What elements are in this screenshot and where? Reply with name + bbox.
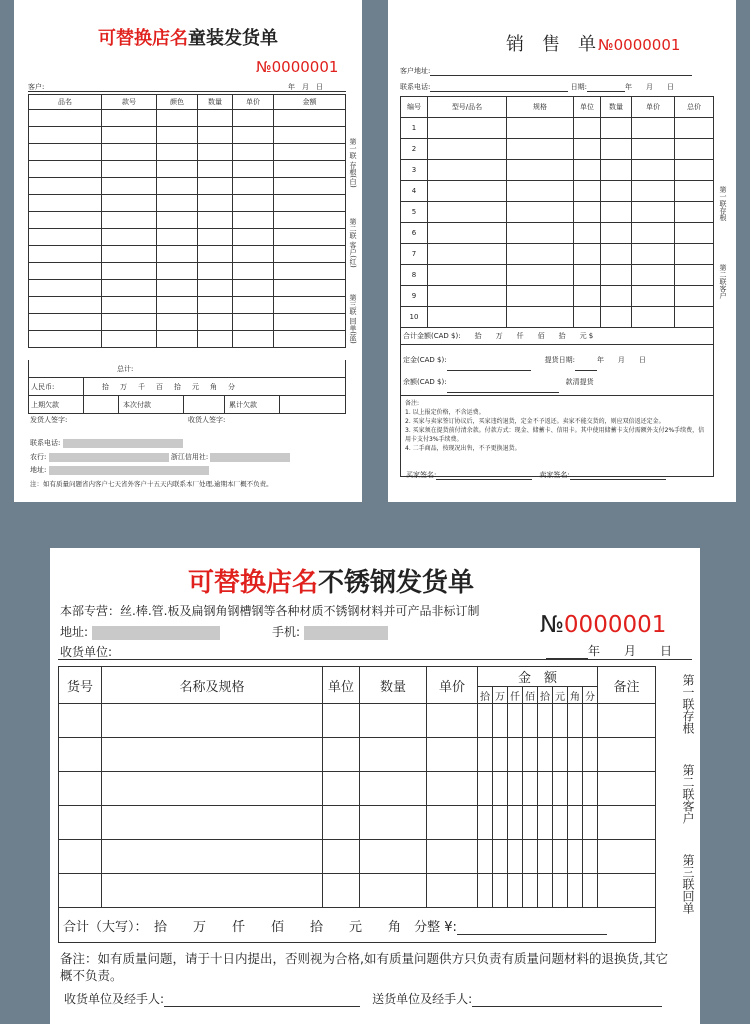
sheet1-customer-label: 客户: [28,83,45,91]
sheet3-copy3: 第三联回单 [681,854,695,914]
table-header-row [59,667,656,687]
sheet3-remark: 备注：如有质量问题，请于十日内提出，否则视为合格,如有质量问题供方只负责有质量问题材料的退换货,其它概不负责。 [60,951,668,983]
row-number: 10 [401,307,428,328]
sheet2-signatures: 买家签名: 卖家签名: [406,470,666,480]
sheet3-title: 可替换店名不锈钢发货单 [188,568,475,598]
row-number: 3 [401,160,428,181]
sheet3-mobile-row: 手机: [272,623,388,640]
sheet1-prev-owed: 上期欠款 [29,396,84,414]
table-row [29,280,346,297]
table-row [29,229,346,246]
col-header: 单位 [323,667,360,704]
col-header: 规格 [507,97,574,118]
table-row [59,772,656,806]
sheet2-remark-line: 4. 二手商品，按现况出售，不予更换退货。 [405,445,521,452]
col-header: 金额 [274,95,346,110]
sheet2-serial-number: №0000001 [598,36,681,54]
table-row [29,212,346,229]
sheet1-date-label: 年 月 日 [288,83,323,91]
sheet3-copy2: 第二联客户 [681,764,695,824]
sheet1-subtotal-label: 总计: [29,360,346,378]
table-row [401,202,714,223]
sheet2-phone-row: 联系电话: 日期: 年 月 日 [400,83,674,91]
amount-unit: 元 [553,687,568,704]
sheet3-serial-number: №0000001 [540,612,667,638]
table-row [401,307,714,328]
sheet2-remark-line: 1. 以上报定价格，不含运费。 [405,409,485,416]
sheet2-address-row: 客户地址: [400,66,692,76]
sheet2-remarks-block [401,396,714,477]
sheet2-balance-row: 余额(CAD $): 款清提货 [403,371,711,393]
sheet2-title: 销 售 单 [506,34,596,55]
table-row [29,297,346,314]
col-header: 货号 [59,667,102,704]
sheet1-copy1: 第一联 存根(白) [349,138,357,188]
amount-unit: 仟 [508,687,523,704]
sheet2-payment-block [401,345,714,396]
sheet2-remarks-title: 备注: [405,400,420,407]
col-header: 金 额 [478,667,598,687]
sheet2-remark-line: 2. 买家与卖家签订协议后，买家违约退货，定金不予返还。卖家不能交货的，则应双倍返还定金。 [405,418,665,425]
table-row [401,223,714,244]
col-header: 名称及规格 [102,667,323,704]
table-row [59,840,656,874]
table-header-row [29,95,346,110]
row-number: 8 [401,265,428,286]
table-row [29,110,346,127]
sheet3-copy1: 第一联存根 [681,674,695,734]
row-number: 4 [401,181,428,202]
sheet1-items-table [28,94,346,348]
amount-unit: 角 [568,687,583,704]
table-header-row [401,97,714,118]
sheet3-business: 本部专营：丝.棒.管.板及扁钢角钢槽钢等各种材质不锈钢材料并可产品非标订制 [60,604,480,618]
col-header: 数量 [601,97,632,118]
sheet2-remark-line: 3. 买家须在提货前付清余款。付款方式：现金、储蓄卡、信用卡。其中使用储蓄卡支付需额外支付2%手续费，信用卡支付3%手续费。 [405,427,705,443]
col-header: 单位 [574,97,601,118]
sheet3-items-table [58,666,656,943]
sheet2-deposit-row: 定金(CAD $): 提货日期: 年 月 日 [403,349,711,371]
row-number: 2 [401,139,428,160]
row-number: 6 [401,223,428,244]
amount-unit: 拾 [538,687,553,704]
table-row [29,263,346,280]
sheet2-copy1: 第一联存根 [719,186,727,221]
sheet1-total-owed: 累计欠款 [225,396,280,414]
table-row [401,181,714,202]
col-header: 单价 [233,95,274,110]
amount-unit: 万 [493,687,508,704]
sheet1-address: 地址: [30,465,209,475]
col-header: 数量 [198,95,233,110]
row-number: 5 [401,202,428,223]
sheet3-total-row: 合计（大写）： 拾 万 仟 佰 拾 元 角 分整 ¥: [59,908,656,943]
sheet1-rmb-units: 拾 万 千 百 拾 元 角 分 [84,378,346,396]
col-header: 型号/品名 [428,97,507,118]
table-row [401,139,714,160]
table-row [59,874,656,908]
stainless-steel-delivery-note [50,548,700,1024]
sheet1-receiver-sign: 收货人签字: [188,416,226,424]
sheet2-total-row: 合计金额(CAD $): 拾 万 仟 佰 拾 元 $ [401,328,714,345]
row-number: 1 [401,118,428,139]
sheet3-receiver-row: 收货单位: [60,645,113,659]
sheet1-sender-sign: 发货人签字: [30,416,68,424]
sheet1-rmb-label: 人民币: [29,378,84,396]
sheet1-copy2: 第二联 客户(红) [349,218,357,268]
table-row [29,127,346,144]
table-row [29,314,346,331]
amount-unit: 拾 [478,687,493,704]
col-header: 款号 [102,95,157,110]
col-header: 单价 [427,667,478,704]
table-row [29,246,346,263]
col-header: 编号 [401,97,428,118]
sheet3-signatures: 收货单位及经手人: 送货单位及经手人: [64,990,662,1007]
sheet1-this-paid: 本次付款 [119,396,184,414]
sheet1-copy3: 第三联 回单(蓝) [349,294,357,344]
table-row [401,244,714,265]
table-row [29,195,346,212]
table-row [59,704,656,738]
table-row [29,161,346,178]
sheet1-title: 可替换店名童装发货单 [98,28,278,49]
amount-unit: 分 [583,687,598,704]
table-row [401,286,714,307]
col-header: 颜色 [157,95,198,110]
sheet1-totals-table [28,360,346,414]
sales-slip [388,0,736,502]
table-row [29,331,346,348]
table-row [59,738,656,772]
row-number: 7 [401,244,428,265]
sheet3-address-row: 地址: [60,623,220,640]
col-header: 单价 [632,97,675,118]
sheet2-items-table [400,96,714,477]
sheet1-serial-number: №0000001 [256,58,339,76]
table-row [29,144,346,161]
table-row [401,160,714,181]
table-row [59,806,656,840]
childrens-clothing-delivery-note [14,0,362,502]
sheet1-bank: 农行: 浙江信用社: [30,452,290,462]
sheet2-copy2: 第二联客户 [719,264,727,299]
table-row [401,118,714,139]
col-header: 数量 [360,667,427,704]
table-row [401,265,714,286]
sheet1-note: 注：如有质量问题省内客户七天省外客户十五天内联系本厂处理,逾期本厂概不负责。 [30,480,273,488]
sheet1-rule [28,91,346,92]
amount-unit: 佰 [523,687,538,704]
sheet1-phone: 联系电话: [30,438,183,448]
col-header: 品名 [29,95,102,110]
col-header: 备注 [598,667,656,704]
row-number: 9 [401,286,428,307]
col-header: 总价 [675,97,714,118]
table-row [29,178,346,195]
sheet3-rule [58,659,692,660]
sheet3-date-row: 年 月 日 [546,642,672,659]
